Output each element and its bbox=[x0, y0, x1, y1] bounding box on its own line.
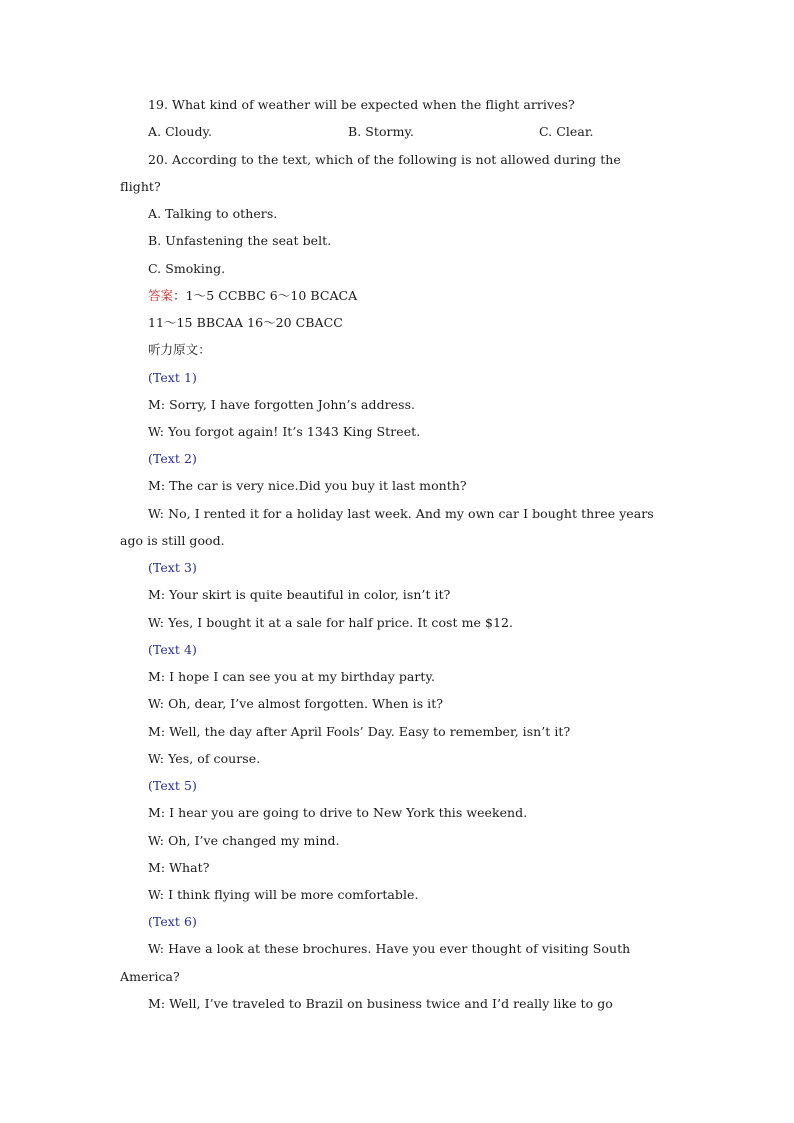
dialogue-line: M: Sorry, I have forgotten John’s address. bbox=[148, 397, 416, 412]
dialogue-line: W: Have a look at these brochures. Have you ever thought of visiting South bbox=[148, 941, 631, 956]
answer-key-line-2: 11～15 BBCAA 16～20 CBACC bbox=[148, 315, 343, 330]
text-heading: (Text 5) bbox=[148, 778, 197, 793]
dialogue-line: M: The car is very nice.Did you buy it last month? bbox=[148, 478, 467, 493]
question-20-stem-continued: flight? bbox=[120, 179, 161, 194]
dialogue-line: M: Well, the day after April Fools’ Day. Easy to remember, isn’t it? bbox=[148, 724, 571, 739]
question-19-stem: 19. What kind of weather will be expected when the flight arrives? bbox=[148, 97, 575, 112]
dialogue-line: M: What? bbox=[148, 860, 210, 875]
text-heading: (Text 1) bbox=[148, 370, 197, 385]
option-a: A. Talking to others. bbox=[148, 206, 278, 221]
dialogue-line: W: Yes, of course. bbox=[148, 751, 261, 766]
dialogue-line-continued: America? bbox=[120, 969, 180, 984]
answer-label: 答案 bbox=[148, 288, 174, 303]
dialogue-line: W: I think flying will be more comfortable. bbox=[148, 887, 419, 902]
dialogue-line: W: Oh, dear, I’ve almost forgotten. When is it? bbox=[148, 696, 444, 711]
dialogue-line: W: Oh, I’ve changed my mind. bbox=[148, 833, 340, 848]
transcript-heading: 听力原文： bbox=[148, 342, 211, 357]
dialogue-line: W: You forgot again! It’s 1343 King Street. bbox=[148, 424, 421, 439]
dialogue-line-continued: ago is still good. bbox=[120, 533, 225, 548]
dialogue-line: M: Your skirt is quite beautiful in color, isn’t it? bbox=[148, 587, 451, 602]
option-a: A. Cloudy. bbox=[148, 124, 212, 139]
option-b: B. Stormy. bbox=[348, 124, 414, 139]
text-heading: (Text 2) bbox=[148, 451, 197, 466]
dialogue-line: M: I hope I can see you at my birthday party. bbox=[148, 669, 435, 684]
option-c: C. Smoking. bbox=[148, 261, 226, 276]
dialogue-line: M: I hear you are going to drive to New York this weekend. bbox=[148, 805, 528, 820]
text-heading: (Text 4) bbox=[148, 642, 197, 657]
dialogue-line: W: Yes, I bought it at a sale for half price. It cost me $12. bbox=[148, 615, 514, 630]
option-b: B. Unfastening the seat belt. bbox=[148, 233, 332, 248]
text-heading: (Text 6) bbox=[148, 914, 197, 929]
answer-values: ：1～5 CCBBC 6～10 BCACA bbox=[173, 288, 358, 303]
dialogue-line: M: Well, I’ve traveled to Brazil on business twice and I’d really like to go bbox=[148, 996, 613, 1011]
dialogue-line: W: No, I rented it for a holiday last week. And my own car I bought three years bbox=[148, 506, 654, 521]
option-c: C. Clear. bbox=[539, 124, 594, 139]
text-heading: (Text 3) bbox=[148, 560, 197, 575]
question-20-stem: 20. According to the text, which of the following is not allowed during the bbox=[148, 152, 621, 167]
answer-key-line-1 bbox=[148, 288, 357, 304]
